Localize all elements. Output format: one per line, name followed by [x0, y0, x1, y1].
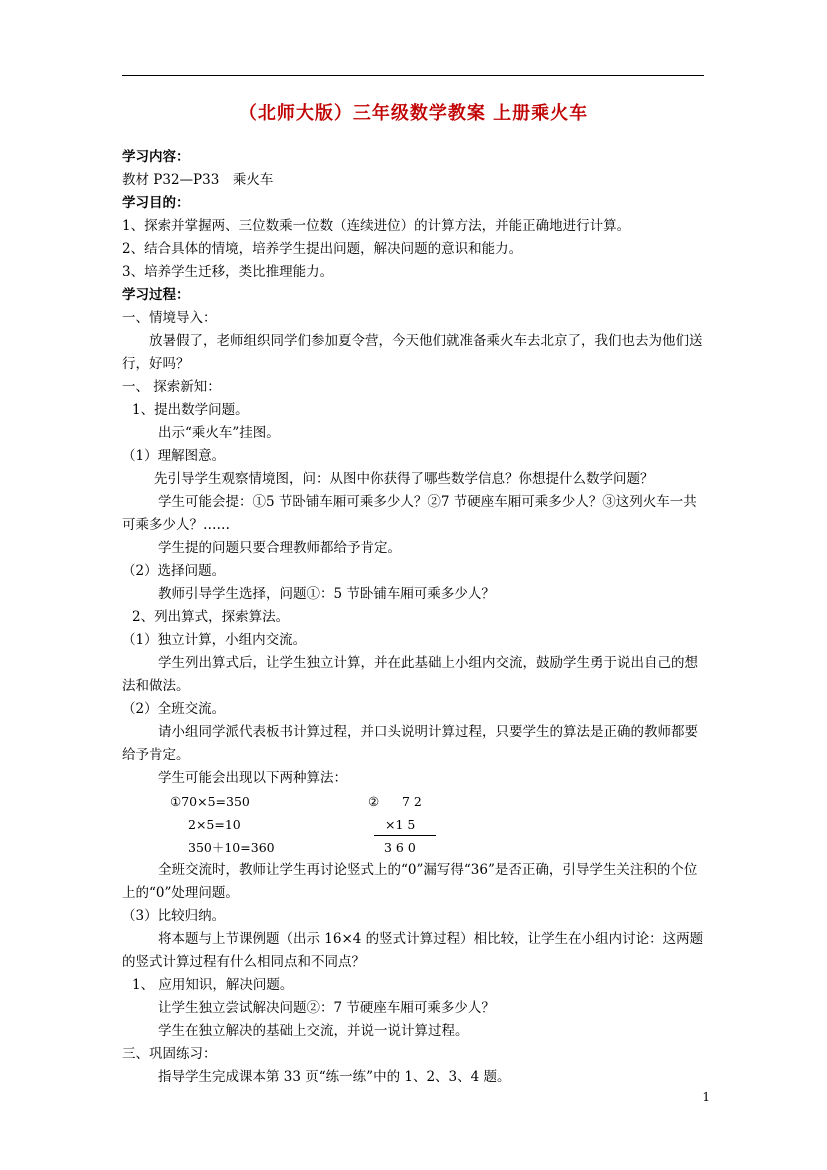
subsection-heading: 1、提出数学问题。 [132, 402, 249, 418]
paragraph: 出示“乘火车”挂图。 [158, 425, 280, 441]
subsection-heading: （3）比较归纳。 [122, 908, 226, 924]
paragraph: 教师引导学生选择，问题①：5 节卧铺车厢可乘多少人？ [158, 586, 495, 602]
paragraph: 全班交流时，教师让学生再讨论竖式上的“0”漏写得“36”是否正确，引导学生关注积的个位上的“0”处理问题。 [122, 862, 698, 901]
paragraph: 放暑假了，老师组织同学们参加夏令营，今天他们就准备乘火车去北京了，我们也去为他们送行，好吗？ [122, 333, 703, 372]
calc-2-marker: ② [368, 794, 380, 809]
paragraph: 学生列出算式后，让学生独立计算，并在此基础上小组内交流，鼓励学生勇于说出自己的想法和做法。 [122, 655, 698, 694]
paragraph: 将本题与上节课例题（出示 16×4 的竖式计算过程）相比较，让学生在小组内讨论：这两题的竖式计算过程有什么相同点和不同点？ [122, 931, 704, 970]
calculation-examples [122, 790, 706, 859]
paragraph: 指导学生完成课本第 33 页“练一练”中的 1、2、3、4 题。 [158, 1069, 511, 1085]
subsection-heading: 2、列出算式，探索算法。 [132, 609, 290, 625]
goal-item: 3、培养学生迁移，类比推理能力。 [122, 264, 334, 280]
goal-heading: 学习目的： [122, 195, 190, 211]
section-heading: 一、 探索新知： [122, 379, 221, 395]
subsection-heading: （2）选择问题。 [122, 563, 226, 579]
document-title: （北师大版）三年级数学教案 上册乘火车 [238, 103, 589, 124]
content-text: 教材 P32—P33 乘火车 [122, 172, 274, 188]
section-heading: 一、情境导入： [122, 310, 217, 326]
section-heading: 1、 应用知识，解决问题。 [132, 977, 294, 993]
paragraph: 学生提的问题只要合理教师都给予肯定。 [158, 540, 401, 556]
subsection-heading: （1）理解图意。 [122, 448, 226, 464]
calc-2-product: 3 6 0 [384, 840, 416, 855]
paragraph: 请小组同学派代表板书计算过程，并口头说明计算过程，只要学生的算法是正确的教师都要给予肯定。 [122, 724, 698, 763]
calc-1-line-2: 2×5=10 [188, 817, 241, 832]
calc-1-line-1: ①70×5=350 [170, 794, 250, 809]
paragraph: 学生可能会出现以下两种算法： [158, 770, 347, 786]
header-rule [122, 75, 704, 76]
paragraph: 先引导学生观察情境图，问：从图中你获得了哪些数学信息？你想提什么数学问题？ [154, 471, 654, 487]
section-heading: 三、巩固练习： [122, 1046, 217, 1062]
calc-2-multiplicand: 7 2 [402, 794, 422, 809]
goal-item: 2、结合具体的情境，培养学生提出问题，解决问题的意识和能力。 [122, 241, 523, 257]
process-heading: 学习过程： [122, 287, 190, 303]
page-number: 1 [702, 1090, 710, 1104]
document-body [122, 146, 706, 1089]
subsection-heading: （1）独立计算，小组内交流。 [122, 632, 307, 648]
goal-item: 1、探索并掌握两、三位数乘一位数（连续进位）的计算方法，并能正确地进行计算。 [122, 218, 631, 234]
subsection-heading: （2）全班交流。 [122, 701, 226, 717]
content-heading: 学习内容： [122, 149, 190, 165]
paragraph: 学生在独立解决的基础上交流，并说一说计算过程。 [158, 1023, 469, 1039]
calc-2-multiplier: ×1 5 [385, 817, 416, 832]
paragraph: 学生可能会提：①5 节卧铺车厢可乘多少人？②7 节硬座车厢可乘多少人？③这列火车一共可乘多少人？…… [122, 494, 697, 533]
calc-1-line-3: 350＋10=360 [188, 840, 275, 855]
paragraph: 让学生独立尝试解决问题②：7 节硬座车厢可乘多少人？ [158, 1000, 495, 1016]
